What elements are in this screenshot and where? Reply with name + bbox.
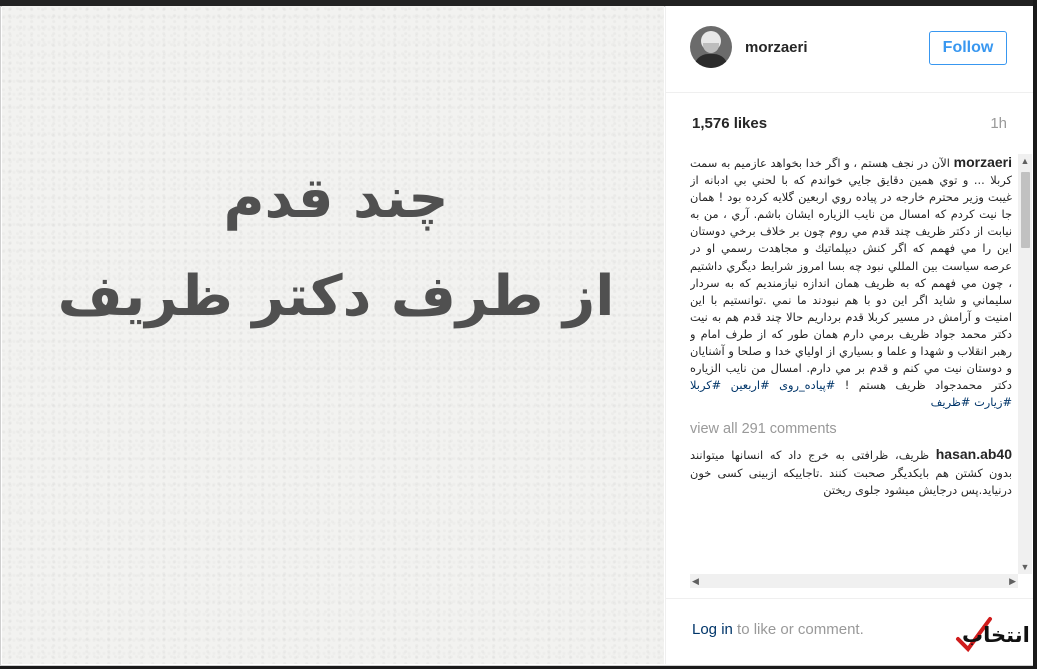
caption: [690, 154, 1012, 411]
scroll-left-arrow-icon[interactable]: ◀: [692, 576, 699, 586]
scroll-up-arrow-icon[interactable]: ▲: [1020, 156, 1030, 166]
time-ago: 1h: [990, 115, 1007, 132]
scroll-down-arrow-icon[interactable]: ▼: [1020, 562, 1030, 572]
right-edge: [1033, 0, 1037, 669]
likes-count[interactable]: 1,576 likes: [692, 115, 768, 132]
post-sidebar: [665, 6, 1034, 664]
post-footer: [666, 598, 1034, 665]
image-text-line-2: از طرف دکتر ظریف: [57, 264, 615, 329]
view-all-comments-link[interactable]: view all 291 comments: [690, 421, 837, 438]
scrollbar-thumb[interactable]: [1021, 172, 1030, 248]
horizontal-scrollbar[interactable]: [690, 574, 1018, 588]
login-prompt: [692, 621, 864, 638]
username-link[interactable]: morzaeri: [745, 39, 808, 56]
scroll-right-arrow-icon[interactable]: ▶: [1009, 576, 1016, 586]
vertical-scrollbar[interactable]: [1018, 154, 1032, 574]
caption-hashtags[interactable]: #پیاده_روی #اربعین #کربلا #زیارت #ظریف: [690, 378, 1012, 410]
caption-text: الآن در نجف هستم ، و اگر خدا بخواهد عازمیم به سمت کربلا ... و توي همین دقایق جایي خواندم که با لحني بي ادبانه از غیبت وزیر محترم خارجه در پیاده روي اربعین گلایه کرده بود ! همان جا نیت کردم که امسال من نایب الزیاره ایشان باشم. آري ، من به نیابت از دکتر ظریف چند قدم مي روم چون بر خلاف برخي دوستان این را مي فهمم که اگر کنش دیپلماتیك و مجاهدت رسمي او در عرصه سیاست بین المللي نبود چه بسا امروز شرایط دیگري داشتیم ، چون مي فهمم که به ظریف همان اندازه نیازمندیم که به سردار سلیماني و شاید اگر این دو با هم نبودند ما نمي .توانستیم با این امنیت و آرامش در مسیر کربلا قدم برداریم حالا چند قدم هم به نیت دکتر محمد جواد ظریف برمي دارم همان طور که از طرف امام و رهبر انقلاب و شهدا و علما و بسیاري از اولیاي خدا و صلحا و آشنایان و دوستان نیت مي کنم و قدم بر مي دارم. امسال من نایب الزیاره دکتر محمدجواد ظریف هستم !: [690, 156, 1012, 393]
avatar-beard: [703, 43, 719, 53]
comment-text: ظریف، ظرافتی به خرج داد که انسانها میتوانند بدون کشتن هم بایکدیگر صحبت کنند .تاجاییکه ازبینی کسی خون درنیاید.پس درجایش میشود جلوی ریختن: [690, 448, 1012, 498]
avatar-robe: [694, 54, 728, 68]
watermark-logo: [952, 613, 1030, 657]
follow-button[interactable]: Follow: [929, 31, 1007, 65]
caption-username[interactable]: morzaeri: [953, 154, 1012, 170]
comment-username[interactable]: hasan.ab40: [935, 446, 1012, 463]
post-image: [2, 6, 664, 664]
post-header: [666, 6, 1034, 93]
comment-item: [690, 446, 1012, 499]
login-link[interactable]: Log in: [692, 621, 733, 638]
avatar[interactable]: [690, 26, 732, 68]
logo-text: انتخاب: [962, 623, 1030, 647]
login-prompt-text: to like or comment.: [732, 621, 864, 638]
comments-list[interactable]: [690, 154, 1012, 574]
image-text-line-1: چند قدم: [223, 166, 449, 231]
